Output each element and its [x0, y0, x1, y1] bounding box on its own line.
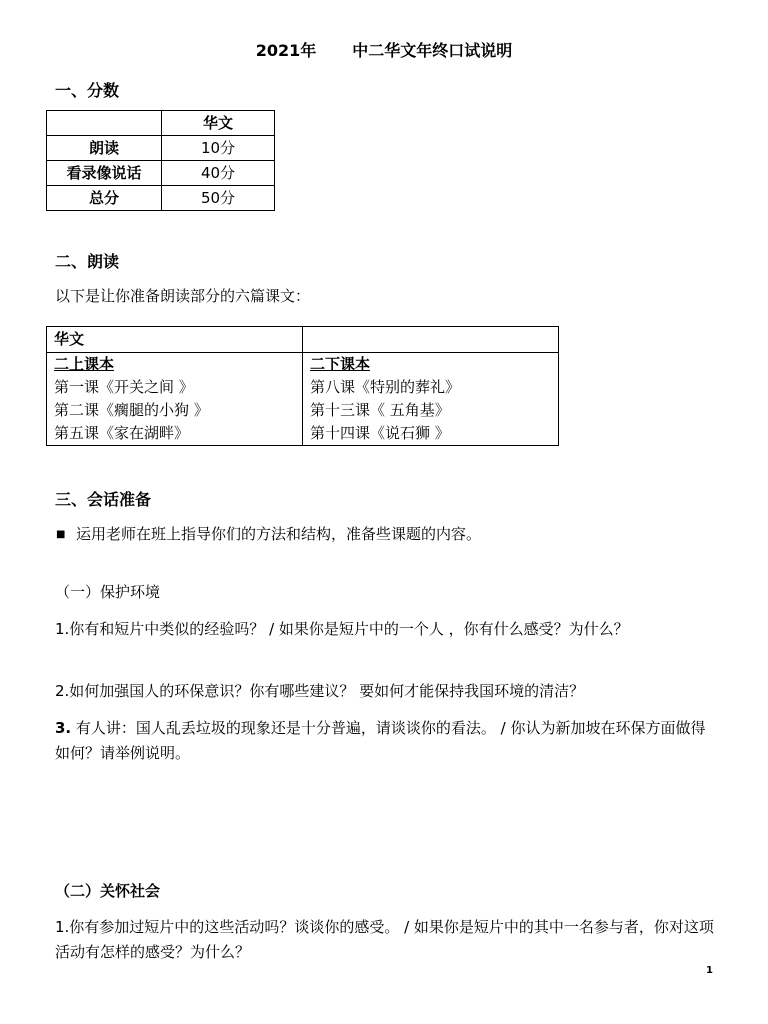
question-item: 1.你有参加过短片中的这些活动吗？谈谈你的感受。 / 如果你是短片中的其中一名参与者，你对这项活动有怎样的感受？为什么？: [55, 918, 714, 961]
lesson-item: 第八课《特别的葬礼》: [310, 378, 461, 396]
question-item: 1.你有和短片中类似的经验吗？ / 如果你是短片中的一个人 ，你有什么感受？为什么？: [55, 620, 629, 638]
table-cell-left: [47, 353, 303, 446]
question-item: [55, 716, 715, 766]
table-row: [47, 186, 275, 211]
table-cell: 朗读: [47, 136, 162, 161]
lesson-item: 第十四课《说石狮 》: [310, 424, 450, 442]
bullet-text: 运用老师在班上指导你们的方法和结构，准备些课题的内容。: [76, 525, 482, 543]
lesson-item: 第五课《家在湖畔》: [54, 424, 190, 442]
table-row: [47, 161, 275, 186]
bullet-icon: ■: [56, 529, 66, 540]
table-cell: 10分: [162, 136, 275, 161]
column-title: 二上课本: [54, 355, 115, 373]
table-header-cell: 华文: [162, 111, 275, 136]
table-header-cell: [303, 327, 559, 353]
table-cell: 40分: [162, 161, 275, 186]
question-text: 有人讲：国人乱丢垃圾的现象还是十分普遍，请谈谈你的看法。 / 你认为新加坡在环保方面做得如何？请举例说明。: [55, 719, 706, 762]
table-cell: 50分: [162, 186, 275, 211]
table-row: [47, 136, 275, 161]
page-title: [0, 38, 768, 61]
section-heading-reading: 二、朗读: [55, 252, 120, 271]
section-heading-scores: 一、分数: [55, 81, 120, 100]
table-header-row: [47, 327, 559, 353]
table-cell: 总分: [47, 186, 162, 211]
question-item: 2.如何加强国人的环保意识？你有哪些建议？ 要如何才能保持我国环境的清洁？: [55, 682, 585, 700]
title-year: 2021年: [255, 41, 317, 60]
topic-title: （二）关怀社会: [55, 882, 161, 900]
title-name: 中二华文年终口试说明: [352, 41, 513, 60]
topic-title: （一）保护环境: [55, 583, 161, 601]
reading-intro: 以下是让你准备朗读部分的六篇课文：: [55, 287, 311, 305]
lesson-item: 第十三课《 五角基》: [310, 401, 450, 419]
table-header-row: [47, 111, 275, 136]
section-heading-conversation: 三、会话准备: [55, 490, 152, 509]
table-cell: [47, 111, 162, 136]
score-table: [46, 110, 275, 211]
table-cell-right: [303, 353, 559, 446]
table-header-cell: 华文: [47, 327, 303, 353]
lesson-item: 第二课《瘸腿的小狗 》: [54, 401, 209, 419]
table-row: [47, 353, 559, 446]
page-number: 1: [706, 965, 713, 976]
reading-texts-table: [46, 326, 559, 446]
table-cell: 看录像说话: [47, 161, 162, 186]
question-number: 3.: [55, 719, 72, 737]
column-title: 二下课本: [310, 355, 371, 373]
lesson-item: 第一课《开关之间 》: [54, 378, 194, 396]
